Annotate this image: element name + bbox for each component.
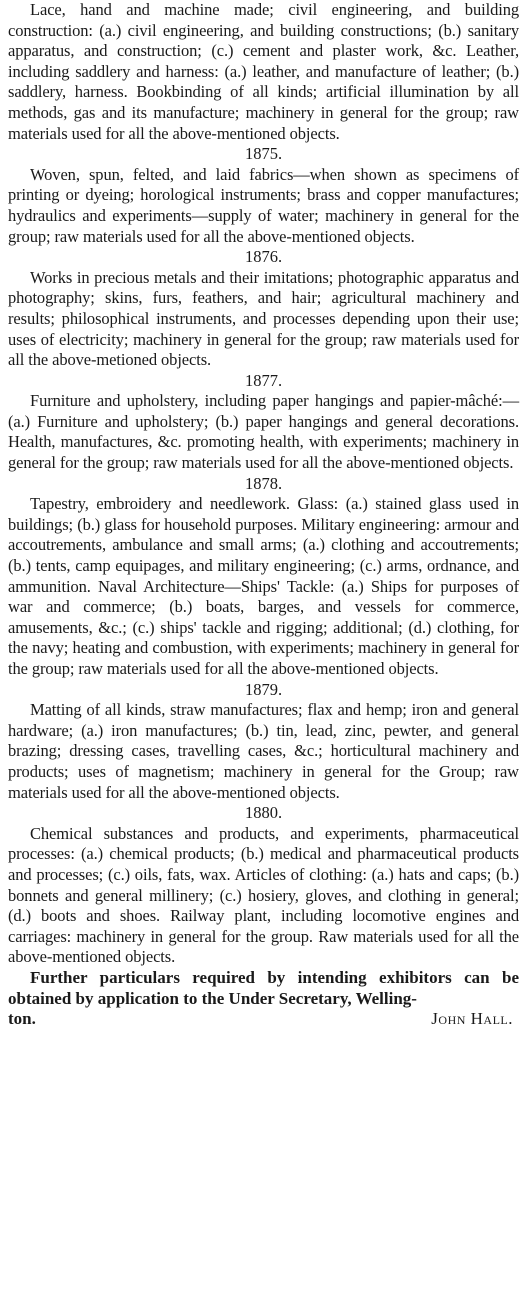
section-1876 — [8, 247, 519, 371]
section-year: 1879. — [244, 679, 283, 699]
section-year: 1877. — [244, 370, 283, 390]
section-1877 — [8, 371, 519, 474]
section-1880 — [8, 803, 519, 968]
section-text: Works in precious metals and their imitations; photographic apparatus and photography; skins, furs, feathers, and hair; agricultural machinery and results; philosophical instruments, and processes depending upon their use; uses of electricity; machinery in general for the group; raw materials used for all the above-metioned objects. — [8, 267, 519, 370]
signature-line — [8, 1009, 519, 1030]
section-text: Matting of all kinds, straw manufactures; flax and hemp; iron and general hardware; (a.) iron manufactures; (b.) tin, lead, zinc, pewter, and general brazing; dressing cases, travelling cases, &c.; horticultural machinery and products; uses of magnetism; machinery in general for the Group; raw materials used for all the above-mentioned objects. — [8, 700, 519, 802]
section-text: Woven, spun, felted, and laid fabrics—when shown as specimens of printing or dyeing; horological instruments; brass and copper manufactures; hydraulics and experiments—supply of water; machinery in general for the group; raw materials used for all the above-mentioned objects. — [8, 164, 519, 246]
section-year: 1880. — [244, 803, 283, 823]
section-year: 1878. — [244, 473, 283, 493]
closing-paragraph: Further particulars required by intending exhibitors can be obtained by application to the Under Secretary, Welling- — [8, 967, 519, 1008]
section-text: Furniture and upholstery, including paper hangings and papier-mâché:—(a.) Furniture and upholstery; (b.) paper hangings and general decorations. Health, manufactures, &c. promoting health, with experiments; machinery in general for the group; raw materials used for all the above-mentioned objects. — [8, 391, 519, 473]
section-year: 1876. — [244, 247, 283, 267]
section-1875 — [8, 144, 519, 247]
section-year: 1875. — [244, 144, 283, 164]
section-text: Chemical substances and products, and experiments, pharmaceutical processes: (a.) chemical products; (b.) medical and pharmaceutical products and processes; (c.) oils, fats, wax. Articles of clothing: (a.) hats and caps; (b.) bonnets and general millinery; (c.) hosiery, gloves, and clothing in general; (d.) boots and shoes. Railway plant, including locomotive engines and carriages: machinery in general for the group. Raw materials used for all the above-mentioned objects. — [8, 823, 519, 967]
closing-tail: ton. — [8, 1009, 36, 1029]
intro-paragraph: Lace, hand and machine made; civil engineering, and building construction: (a.) civil engineering, and building constructions; (b.) sanitary apparatus, and construction; (c.) cement and plaster work, &c. Leather, including saddlery and harness: (a.) leather, and manufacture of leather; (b.) saddlery, harness. Bookbinding of all kinds; artificial illumination by all methods, gas and its manufacture; machinery in general for the group; raw materials used for all the above-mentioned objects. — [8, 0, 519, 143]
section-1879 — [8, 680, 519, 804]
section-1878 — [8, 474, 519, 680]
section-text: Tapestry, embroidery and needlework. Glass: (a.) stained glass used in buildings; (b.) glass for household purposes. Military engineering: armour and accoutrements, ambulance and small arms; (a.) clothing and accoutrements; (b.) tents, camp equipages, and military engineering; (c.) arms, ordnance, and ammunition. Naval Architecture—Ships' Tackle: (a.) Ships for purposes of war and commerce; (b.) boats, barges, and vessels for commerce, amusements, &c.; (c.) ships' tackle and rigging; additional; (d.) clothing, for the navy; heating and combustion, with experiments; machinery in general for the group; raw materials used for all the above-mentioned objects. — [8, 494, 519, 678]
signature: John Hall. — [431, 1009, 513, 1029]
